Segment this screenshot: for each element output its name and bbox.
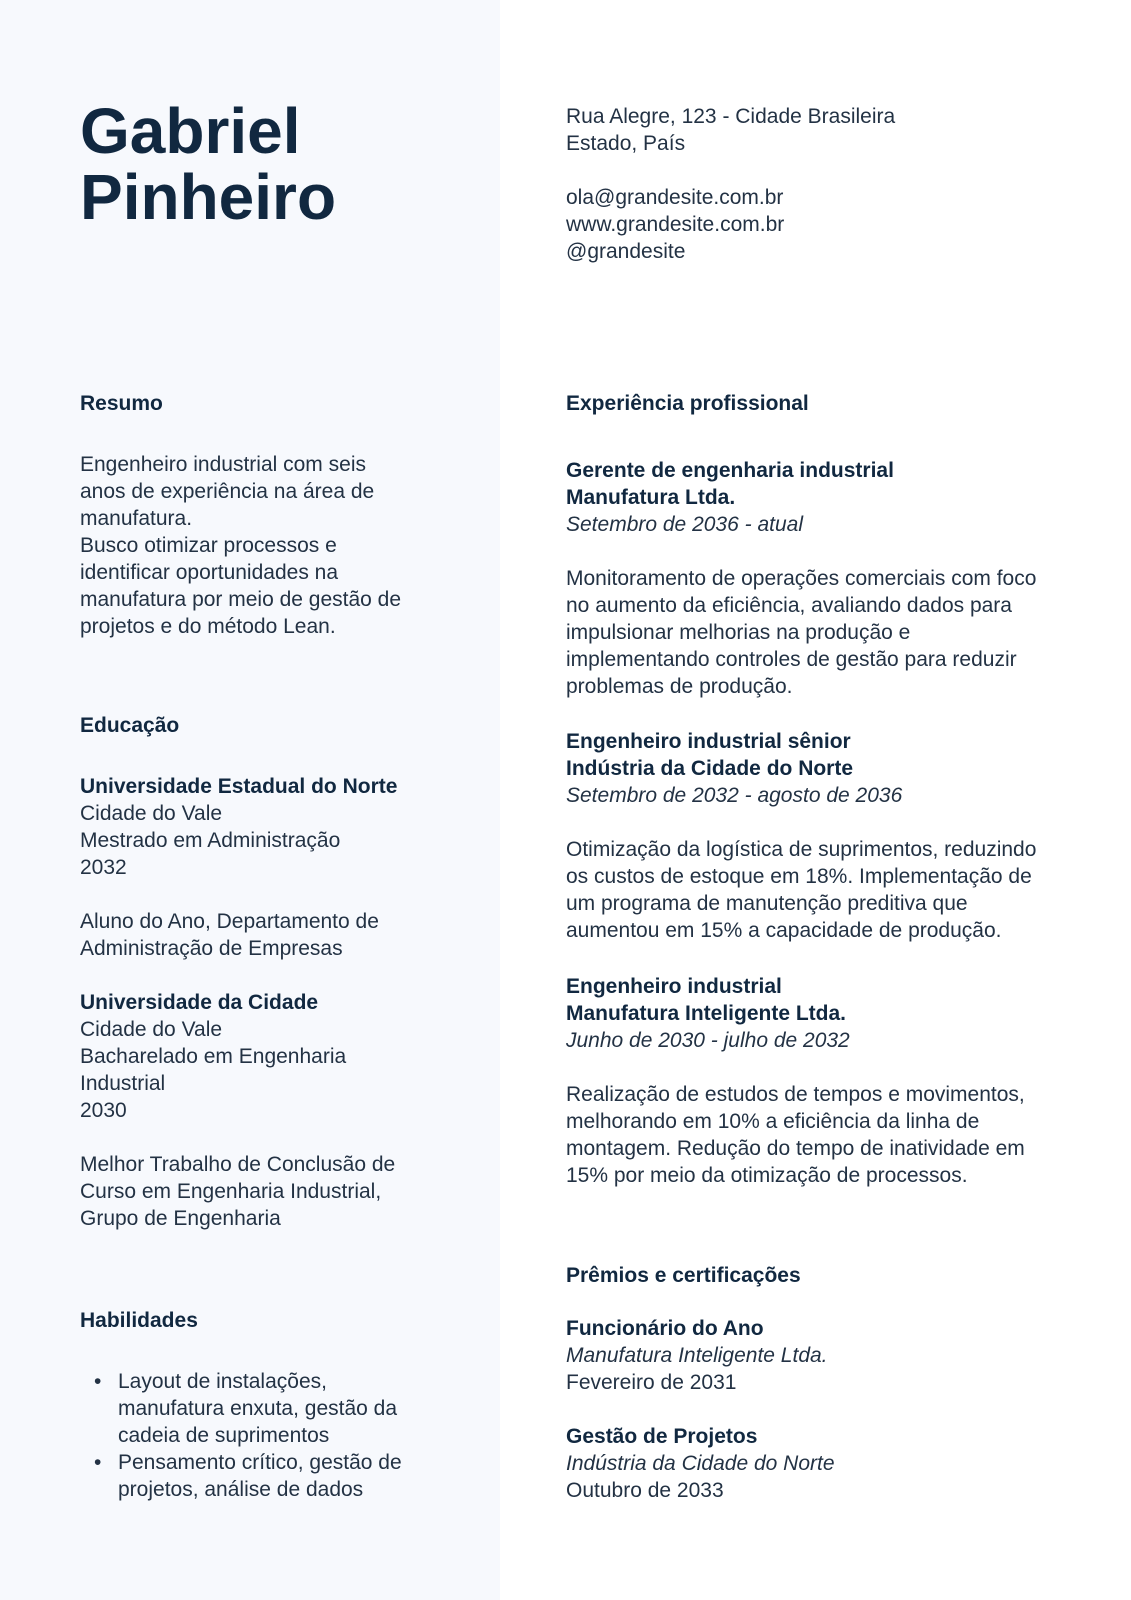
- job-description-line: no aumento da eficiência, avaliando dados para: [566, 594, 1012, 617]
- first-name: Gabriel: [80, 95, 301, 167]
- summary-line: manufatura por meio de gestão de: [80, 588, 402, 611]
- degree: Bacharelado em Engenharia: [80, 1045, 347, 1068]
- award-date: Outubro de 2033: [566, 1479, 724, 1502]
- graduation-year: 2030: [80, 1099, 127, 1122]
- last-name: Pinheiro: [80, 161, 337, 233]
- skills-heading: Habilidades: [80, 1309, 198, 1332]
- skill-item: [80, 1449, 402, 1503]
- institution-name: Universidade da Cidade: [80, 991, 319, 1014]
- honor-line: Aluno do Ano, Departamento de: [80, 910, 379, 933]
- website[interactable]: www.grandesite.com.br: [566, 213, 785, 236]
- job-description-line: melhorando em 10% a eficiência da linha de: [566, 1110, 980, 1133]
- job-title: Engenheiro industrial: [566, 975, 782, 998]
- summary-line: Engenheiro industrial com seis: [80, 453, 366, 476]
- award-issuer: Manufatura Inteligente Ltda.: [566, 1344, 828, 1367]
- skill-line: projetos, análise de dados: [118, 1478, 364, 1501]
- skill-line: cadeia de suprimentos: [118, 1424, 330, 1447]
- job-description-line: problemas de produção.: [566, 675, 793, 698]
- summary-line: projetos e do método Lean.: [80, 615, 336, 638]
- job-description-line: Monitoramento de operações comerciais com foco: [566, 567, 1037, 590]
- institution-name: Universidade Estadual do Norte: [80, 775, 398, 798]
- job-title: Gerente de engenharia industrial: [566, 459, 894, 482]
- summary-line: anos de experiência na área de: [80, 480, 375, 503]
- job-title: Engenheiro industrial sênior: [566, 730, 851, 753]
- skill-line: • Layout de instalações,: [118, 1370, 327, 1393]
- address-line-2: Estado, País: [566, 132, 686, 155]
- job-company: Manufatura Ltda.: [566, 486, 736, 509]
- job-entry: [566, 728, 1036, 944]
- degree: Mestrado em Administração: [80, 829, 341, 852]
- job-description-line: aumentou em 15% a capacidade de produção.: [566, 919, 1002, 942]
- experience-heading: Experiência profissional: [566, 392, 809, 415]
- social-handle[interactable]: @grandesite: [566, 240, 686, 263]
- candidate-name: [80, 95, 337, 233]
- summary-line: identificar oportunidades na: [80, 561, 339, 584]
- job-description-line: um programa de manutenção preditiva que: [566, 892, 968, 915]
- institution-city: Cidade do Vale: [80, 802, 223, 825]
- award-title: Funcionário do Ano: [566, 1317, 764, 1340]
- awards-heading: Prêmios e certificações: [566, 1264, 801, 1287]
- institution-city: Cidade do Vale: [80, 1018, 223, 1041]
- education-entry: [80, 989, 395, 1232]
- education-heading: Educação: [80, 714, 180, 737]
- job-period: Setembro de 2036 - atual: [566, 513, 803, 536]
- summary-heading: Resumo: [80, 392, 163, 415]
- skills-list: [80, 1368, 402, 1503]
- job-period: Setembro de 2032 - agosto de 2036: [566, 784, 903, 807]
- job-description-line: implementando controles de gestão para reduzir: [566, 648, 1017, 671]
- award-entry: [566, 1423, 835, 1504]
- graduation-year: 2032: [80, 856, 127, 879]
- job-entry: [566, 973, 1025, 1189]
- honor-line: Curso em Engenharia Industrial,: [80, 1180, 382, 1203]
- contact-block: [566, 103, 895, 265]
- honor-line: Grupo de Engenharia: [80, 1207, 281, 1230]
- summary-line: Busco otimizar processos e: [80, 534, 337, 557]
- summary-line: manufatura.: [80, 507, 193, 530]
- honor-line: Melhor Trabalho de Conclusão de: [80, 1153, 396, 1176]
- job-company: Manufatura Inteligente Ltda.: [566, 1002, 847, 1025]
- job-description-line: 15% por meio da otimização de processos.: [566, 1164, 968, 1187]
- award-date: Fevereiro de 2031: [566, 1371, 737, 1394]
- skill-line: manufatura enxuta, gestão da: [118, 1397, 398, 1420]
- job-entry: [566, 457, 1036, 700]
- job-description-line: os custos de estoque em 18%. Implementação de: [566, 865, 1032, 888]
- job-description-line: impulsionar melhorias na produção e: [566, 621, 911, 644]
- job-description-line: montagem. Redução do tempo de inatividade em: [566, 1137, 1025, 1160]
- job-company: Indústria da Cidade do Norte: [566, 757, 854, 780]
- honor-line: Administração de Empresas: [80, 937, 343, 960]
- education-entry: [80, 773, 397, 962]
- award-entry: [566, 1315, 828, 1396]
- award-title: Gestão de Projetos: [566, 1425, 758, 1448]
- degree: Industrial: [80, 1072, 166, 1095]
- skill-line: • Pensamento crítico, gestão de: [118, 1451, 402, 1474]
- summary-text: [80, 451, 401, 640]
- job-description-line: Otimização da logística de suprimentos, reduzindo: [566, 838, 1037, 861]
- award-issuer: Indústria da Cidade do Norte: [566, 1452, 835, 1475]
- address-line-1: Rua Alegre, 123 - Cidade Brasileira: [566, 105, 896, 128]
- email[interactable]: ola@grandesite.com.br: [566, 186, 784, 209]
- job-description-line: Realização de estudos de tempos e movimentos,: [566, 1083, 1025, 1106]
- job-period: Junho de 2030 - julho de 2032: [566, 1029, 850, 1052]
- skill-item: [80, 1368, 402, 1449]
